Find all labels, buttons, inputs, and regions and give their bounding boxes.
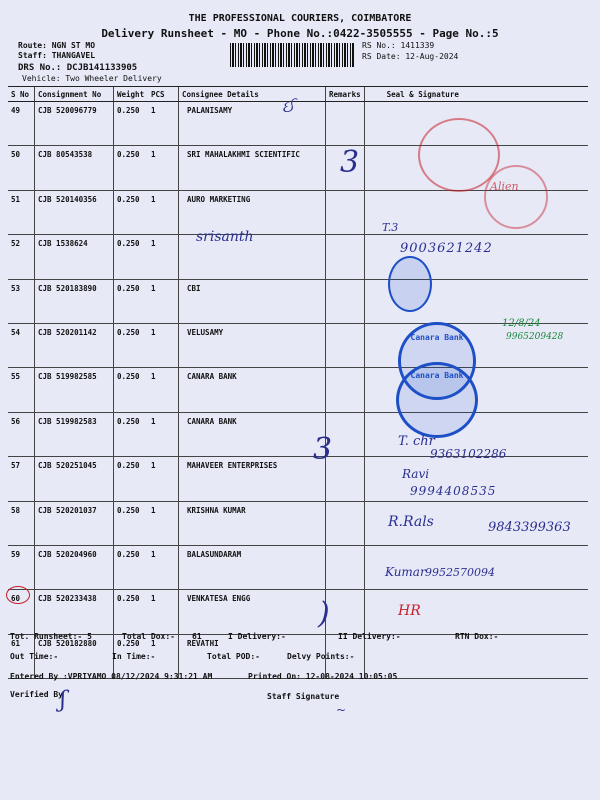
cell-pcs: 1 <box>148 545 179 589</box>
cell-consignment: CJB 520140356 <box>35 190 114 234</box>
handwritten-sig-59b: 9843399363 <box>488 520 571 535</box>
table-row <box>8 235 588 279</box>
vehicle: Vehicle: Two Wheeler Delivery <box>22 74 162 83</box>
cell-consignment: CJB 519982583 <box>35 412 114 456</box>
cell-pcs: 1 <box>148 368 179 412</box>
row-61-circle-mark <box>6 586 30 604</box>
table-row <box>8 368 588 412</box>
cell-sno: 59 <box>8 545 35 589</box>
table-row <box>8 457 588 501</box>
staff: Staff: THANGAVEL <box>18 51 96 60</box>
cell-pcs: 1 <box>148 590 179 634</box>
table-row <box>8 279 588 323</box>
cell-consignment: CJB 80543538 <box>35 146 114 190</box>
canara-stamp-label-2: Canara Bank <box>410 371 464 380</box>
col-weight: Weight <box>114 87 149 102</box>
cell-consignment: CJB 520251045 <box>35 457 114 501</box>
verified-by: Verified By <box>10 690 63 699</box>
i-delivery: I Delivery:- <box>228 632 286 641</box>
entered-by: Entered By :VPRIYAMO 08/12/2024 9:31:21 AM <box>10 672 213 681</box>
cell-consignee: BALASUNDARAM <box>179 545 326 589</box>
rs-date: RS Date: 12-Aug-2024 <box>362 52 459 61</box>
cell-consignment: CJB 520233438 <box>35 590 114 634</box>
cell-sno: 58 <box>8 501 35 545</box>
cell-weight: 0.250 <box>114 412 149 456</box>
handwritten-sig-54: 12/8/24 <box>502 318 541 329</box>
cell-consignment: CJB 520201037 <box>35 501 114 545</box>
remark-mark-50: 3 <box>340 145 360 180</box>
total-dox-label: Total Dox:- <box>122 632 175 641</box>
handwritten-sig-54b: 9965209428 <box>506 332 564 342</box>
cell-consignee: SRI MAHALAKHMI SCIENTIFIC <box>179 146 326 190</box>
canara-bank-stamp-2 <box>396 362 478 438</box>
cell-sno: 53 <box>8 279 35 323</box>
cell-sno: 49 <box>8 102 35 146</box>
printed-on: Printed On: 12-08-2024 10:05:05 <box>248 672 398 681</box>
company-title: THE PROFESSIONAL COURIERS, COIMBATORE <box>188 13 412 24</box>
cell-weight: 0.250 <box>114 235 149 279</box>
cell-consignee: KRISHNA KUMAR <box>179 501 326 545</box>
in-time: In Time:- <box>112 652 156 661</box>
cell-remarks <box>326 279 365 323</box>
cell-weight: 0.250 <box>114 279 149 323</box>
cell-sno: 54 <box>8 323 35 367</box>
cell-sno: 61 <box>8 634 35 678</box>
cell-consignment: CJB 520182880 <box>35 634 114 678</box>
cell-weight: 0.250 <box>114 634 149 678</box>
col-seal-signature: Seal & Signature <box>364 87 588 102</box>
drs-number: DRS No.: DCJB141133905 <box>18 63 138 73</box>
handwritten-sig-52a: T.3 <box>382 221 399 234</box>
cell-consignment: CJB 520183890 <box>35 279 114 323</box>
cell-weight: 0.250 <box>114 323 149 367</box>
remark-mark-57: 3 <box>313 432 333 467</box>
col-pcs: PCS <box>148 87 179 102</box>
cell-remarks <box>326 235 365 279</box>
cell-pcs: 1 <box>148 501 179 545</box>
table-row <box>8 323 588 367</box>
handwritten-sig-60b: 9952570094 <box>425 566 495 579</box>
cell-remarks <box>326 102 365 146</box>
cell-pcs: 1 <box>148 235 179 279</box>
col-consignee: Consignee Details <box>179 87 326 102</box>
handwritten-name-52: srisanth <box>196 229 254 245</box>
cell-weight: 0.250 <box>114 368 149 412</box>
table-header-row <box>8 87 588 102</box>
cell-pcs: 1 <box>148 412 179 456</box>
col-sno: S No <box>8 87 35 102</box>
cell-remarks <box>326 368 365 412</box>
table-row <box>8 590 588 634</box>
cell-consignee: CBI <box>179 279 326 323</box>
route: Route: NGN ST MO <box>18 41 96 50</box>
cell-consignee: VELUSAMY <box>179 323 326 367</box>
cell-consignee: CANARA BANK <box>179 412 326 456</box>
cell-consignee: PALANISAMY <box>179 102 326 146</box>
table-row <box>8 545 588 589</box>
handwritten-sig-57b: 9363102286 <box>430 447 507 461</box>
cell-sno: 56 <box>8 412 35 456</box>
delvy-points: Delvy Points:- <box>287 652 355 661</box>
col-remarks: Remarks <box>326 87 365 102</box>
rtn-dox: RTN Dox:- <box>455 632 499 641</box>
ii-delivery: II Delivery:- <box>338 632 401 641</box>
tot-runsheet: Tot. Runsheet:- 5 <box>10 632 92 641</box>
cell-weight: 0.250 <box>114 457 149 501</box>
staff-signature: Staff Signature <box>267 692 340 701</box>
remark-mark-61: ) <box>318 596 330 631</box>
seal-stamp-auro <box>484 165 548 229</box>
handwritten-sig-52b: 9003621242 <box>400 241 493 256</box>
cell-consignee: MAHAVEER ENTERPRISES <box>179 457 326 501</box>
cell-consignee: REVATHI <box>179 634 326 678</box>
staff-signature-mark: ~ <box>336 703 347 717</box>
handwritten-sig-58b: 9994408535 <box>410 484 497 498</box>
cell-consignee: AURO MARKETING <box>179 190 326 234</box>
cell-consignment: CJB 520204960 <box>35 545 114 589</box>
cell-pcs: 1 <box>148 190 179 234</box>
handwritten-sig-58: Ravi <box>402 467 430 481</box>
seal-stamp-cbi <box>388 256 432 312</box>
cell-sno: 55 <box>8 368 35 412</box>
handwritten-sig-59: R.Rals <box>388 514 434 530</box>
cell-weight: 0.250 <box>114 102 149 146</box>
cell-consignment: CJB 519982585 <box>35 368 114 412</box>
table-row <box>8 102 588 146</box>
cell-remarks <box>326 501 365 545</box>
cell-consignee: CANARA BANK <box>179 368 326 412</box>
out-time: Out Time:- <box>10 652 59 661</box>
cell-pcs: 1 <box>148 279 179 323</box>
cell-pcs: 1 <box>148 634 179 678</box>
cell-consignee: VENKATESA ENGG <box>179 590 326 634</box>
cell-remarks <box>326 545 365 589</box>
handwritten-sig-60: Kumar <box>385 565 426 579</box>
col-consignment: Consignment No <box>35 87 114 102</box>
canara-stamp-label-1: Canara Bank <box>410 333 464 342</box>
cell-pcs: 1 <box>148 146 179 190</box>
barcode <box>230 43 355 67</box>
handwritten-sig-49: ઈ <box>282 97 295 116</box>
cell-pcs: 1 <box>148 457 179 501</box>
cell-weight: 0.250 <box>114 590 149 634</box>
cell-weight: 0.250 <box>114 190 149 234</box>
cell-sno: 51 <box>8 190 35 234</box>
cell-weight: 0.250 <box>114 146 149 190</box>
cell-weight: 0.250 <box>114 501 149 545</box>
cell-weight: 0.250 <box>114 545 149 589</box>
cell-remarks <box>326 323 365 367</box>
cell-pcs: 1 <box>148 102 179 146</box>
cell-sno: 60 <box>8 590 35 634</box>
cell-consignment: CJB 520096779 <box>35 102 114 146</box>
handwritten-sig-51: Alien <box>490 180 519 193</box>
cell-remarks <box>326 190 365 234</box>
cell-sno: 50 <box>8 146 35 190</box>
cell-consignment: CJB 520201142 <box>35 323 114 367</box>
cell-consignment: CJB 1538624 <box>35 235 114 279</box>
rs-number: RS No.: 1411339 <box>362 41 435 50</box>
total-dox-value: 61 <box>192 632 202 641</box>
handwritten-sig-61: HR <box>398 603 421 619</box>
verified-signature: ʃ <box>60 688 66 713</box>
cell-remarks <box>326 590 365 634</box>
runsheet-subtitle: Delivery Runsheet - MO - Phone No.:0422-3505555 - Page No.:5 <box>101 27 499 40</box>
cell-sno: 52 <box>8 235 35 279</box>
total-pod: Total POD:- <box>207 652 260 661</box>
cell-sno: 57 <box>8 457 35 501</box>
cell-pcs: 1 <box>148 323 179 367</box>
handwritten-sig-57: T. chr <box>398 434 435 449</box>
